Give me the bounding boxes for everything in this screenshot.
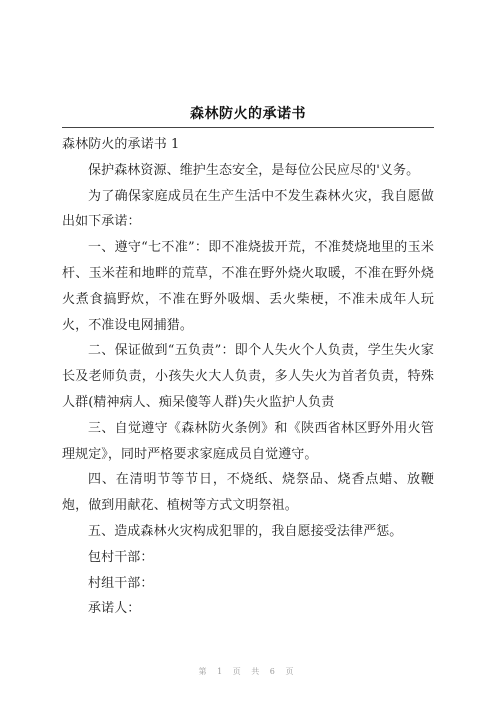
paragraph-item-1: 一、遵守“七不准”：即不准烧拔开荒，不准焚烧地里的玉米杆、玉米茬和地畔的荒草，不准在野外烧火取暖，不准在野外烧火煮食搞野炊，不准在野外吸烟、丢火柴梗，不准未成年人玩火，不准设电网捕猎。 xyxy=(62,240,434,333)
paragraph-purpose: 为了确保家庭成员在生产生活中不发生森林火灾，我自愿做出如下承诺： xyxy=(62,188,434,230)
paragraph-item-4: 四、在清明节等节日，不烧纸、烧祭品、烧香点蜡、放鞭炮，做到用献花、植树等方式文明祭祖。 xyxy=(62,472,434,514)
paragraph-item-3: 三、自觉遵守《森林防火条例》和《陕西省林区野外用火管理规定》，同时严格要求家庭成员自觉遵守。 xyxy=(62,420,434,462)
paragraph-intro: 保护森林资源、维护生态安全，是每位公民应尽的'义务。 xyxy=(88,162,420,178)
paragraph-item-5: 五、造成森林火灾构成犯罪的，我自愿接受法律严惩。 xyxy=(88,523,403,539)
signature-group-cadre: 村组干部： xyxy=(88,575,154,591)
signature-promisor: 承诺人： xyxy=(88,601,141,617)
section-heading: 森林防火的承诺书 1 xyxy=(62,137,180,152)
paragraph-item-2: 二、保证做到“五负责”：即个人失火个人负责，学生失火家长及老师负责，小孩失火大人负责，多人失火为首者负责，特殊人群(精神病人、痴呆傻等人群)失火监护人负责 xyxy=(62,343,434,410)
signature-village-cadre: 包村干部： xyxy=(88,549,154,565)
document-title: 森林防火的承诺书 xyxy=(190,106,306,122)
document-body xyxy=(62,132,434,622)
page-number-footer: 第 1 页 共 6 页 xyxy=(198,667,298,676)
title-divider xyxy=(62,127,434,128)
